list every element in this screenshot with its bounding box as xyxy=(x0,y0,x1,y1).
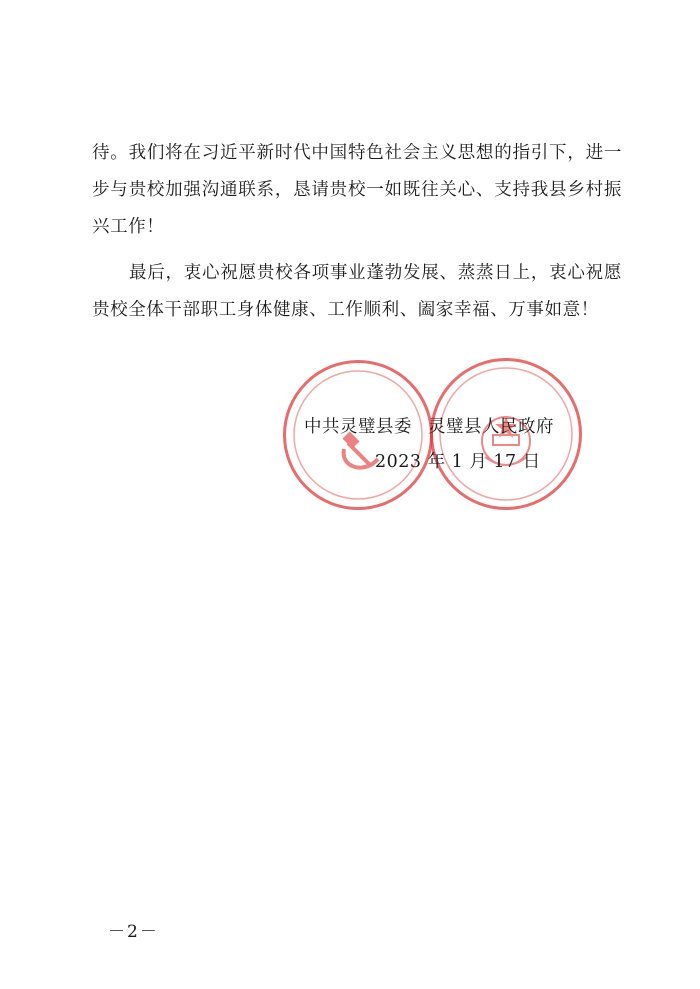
body-paragraph-2: 最后，衷心祝愿贵校各项事业蓬勃发展、蒸蒸日上，衷心祝愿贵校全体干部职工身体健康、工作顺利、阖家幸福、万事如意！ xyxy=(92,263,622,320)
body-paragraph-1: 待。我们将在习近平新时代中国特色社会主义思想的指引下，进一步与贵校加强沟通联系，恳请贵校一如既往关心、支持我县乡村振兴工作！ xyxy=(92,143,622,237)
signature-org-party: 中共灵璧县委 xyxy=(304,417,412,437)
hammer-sickle-icon xyxy=(344,434,378,467)
signature-organizations xyxy=(304,413,554,438)
signature-org-government: 灵璧县人民政府 xyxy=(428,417,554,437)
page-number: －2－ xyxy=(108,922,159,942)
signature-date: 2023 年 1 月 17 日 xyxy=(375,452,541,472)
